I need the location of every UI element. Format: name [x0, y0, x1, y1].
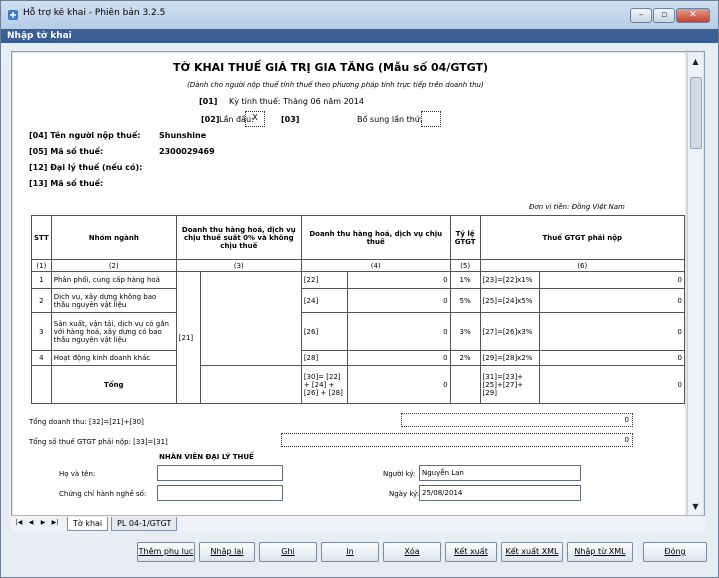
- colnum-2: (2): [51, 260, 176, 272]
- vertical-scrollbar[interactable]: [687, 53, 703, 515]
- exempt-input[interactable]: [200, 272, 301, 366]
- row-rev-code: [28]: [301, 351, 347, 366]
- row-tax-value: 0: [540, 272, 685, 289]
- scroll-up-icon[interactable]: ▲: [692, 57, 699, 66]
- row-group: Phân phối, cung cấp hàng hoá: [51, 272, 176, 289]
- colnum-1: (1): [32, 260, 52, 272]
- row-rev-input[interactable]: 0: [347, 313, 450, 351]
- total-rev-formula: [30]= [22] + [24] + [26] + [28]: [301, 366, 347, 404]
- row-rev-code: [24]: [301, 289, 347, 313]
- row-rate: 2%: [450, 351, 480, 366]
- table-row: [32, 313, 685, 351]
- last-sheet-icon[interactable]: ▶|: [51, 519, 59, 526]
- tab-to-khai[interactable]: Tờ khai: [67, 517, 108, 531]
- agent-staff-heading: NHÂN VIÊN ĐẠI LÝ THUẾ: [159, 453, 254, 461]
- row-rate: 1%: [450, 272, 480, 289]
- first-time-code: [02]: [201, 115, 220, 124]
- period-text: Kỳ tính thuế: Tháng 06 năm 2014: [229, 97, 364, 106]
- staff-name-input[interactable]: [157, 465, 283, 481]
- row-rate: 3%: [450, 313, 480, 351]
- row-rev-code: [22]: [301, 272, 347, 289]
- export-button[interactable]: Kết xuất: [445, 542, 497, 562]
- signer-input[interactable]: Nguyễn Lan: [419, 465, 581, 481]
- total-tax-formula: [31]=[23]+[25]+[27]+[29]: [480, 366, 540, 404]
- agent-label: [12] Đại lý thuế (nếu có):: [29, 163, 143, 172]
- first-time-label: Lần đầu:: [219, 115, 254, 124]
- supplement-input[interactable]: [421, 111, 441, 127]
- declaration-table: [31, 215, 685, 404]
- first-time-checkbox[interactable]: X: [245, 111, 265, 127]
- row-tax-value: 0: [540, 351, 685, 366]
- print-button[interactable]: In: [321, 542, 379, 562]
- row-rev-input[interactable]: 0: [347, 289, 450, 313]
- colnum-3: (3): [176, 260, 301, 272]
- supplement-label: Bổ sung lần thứ:: [357, 115, 423, 124]
- next-sheet-icon[interactable]: ▶: [40, 519, 46, 526]
- row-tax-formula: [23]=[22]x1%: [480, 272, 540, 289]
- taxpayer-name-label: [04] Tên người nộp thuế:: [29, 131, 141, 140]
- export-xml-button[interactable]: Kết xuất XML: [501, 542, 563, 562]
- exempt-code: [21]: [176, 272, 200, 404]
- tax-code-label: [05] Mã số thuế:: [29, 147, 104, 156]
- row-rev-code: [26]: [301, 313, 347, 351]
- cert-number-input[interactable]: [157, 485, 283, 501]
- total-tax-value: 0: [281, 433, 633, 447]
- app-icon: [7, 9, 19, 21]
- row-group: Hoạt động kinh doanh khác: [51, 351, 176, 366]
- row-stt: 3: [32, 313, 52, 351]
- import-xml-button[interactable]: Nhập từ XML: [567, 542, 633, 562]
- table-row: [32, 351, 685, 366]
- staff-name-label: Họ và tên:: [59, 470, 96, 478]
- colnum-5: (5): [450, 260, 480, 272]
- tab-pl-04-1[interactable]: PL 04-1/GTGT: [111, 517, 177, 531]
- window-title: Hỗ trợ kê khai - Phiên bản 3.2.5: [23, 8, 166, 18]
- row-rate: 5%: [450, 289, 480, 313]
- form-subtitle: (Dành cho người nộp thuế tính thuế theo phương pháp tính trực tiếp trên doanh thu): [187, 81, 484, 89]
- form-title: TỜ KHAI THUẾ GIÁ TRỊ GIA TĂNG (Mẫu số 04/GTGT): [173, 61, 489, 74]
- sign-date-input[interactable]: 25/08/2014: [419, 485, 581, 501]
- scroll-thumb[interactable]: [690, 77, 702, 149]
- total-row: [32, 366, 685, 404]
- row-stt: 2: [32, 289, 52, 313]
- form-caption: Nhập tờ khai: [1, 29, 718, 43]
- tax-code: 2300029469: [159, 147, 215, 156]
- total-revenue-value: 0: [401, 413, 633, 427]
- row-tax-value: 0: [540, 289, 685, 313]
- total-tax-label: Tổng số thuế GTGT phải nộp: [33]=[31]: [29, 438, 168, 446]
- row-tax-formula: [27]=[26]x3%: [480, 313, 540, 351]
- prev-sheet-icon[interactable]: ◀: [28, 519, 34, 526]
- scroll-down-icon[interactable]: ▼: [692, 502, 699, 511]
- signer-label: Người ký:: [383, 470, 416, 478]
- supplement-code: [03]: [281, 115, 300, 124]
- row-stt: 4: [32, 351, 52, 366]
- row-rev-input[interactable]: 0: [347, 351, 450, 366]
- title-bar: [1, 1, 718, 29]
- table-row: [32, 272, 685, 289]
- header-revenue: Doanh thu hàng hoá, dịch vụ chịu thuế: [301, 216, 450, 260]
- table-row: [32, 289, 685, 313]
- currency-unit: Đơn vị tiền: Đồng Việt Nam: [529, 203, 625, 211]
- total-rev-value: 0: [347, 366, 450, 404]
- close-icon[interactable]: ✕: [676, 8, 710, 23]
- total-tax-value: 0: [540, 366, 685, 404]
- row-stt: 1: [32, 272, 52, 289]
- header-tax: Thuế GTGT phải nộp: [480, 216, 684, 260]
- header-rate: Tỷ lệ GTGT: [450, 216, 480, 260]
- agent-tax-code-label: [13] Mã số thuế:: [29, 179, 104, 188]
- row-tax-formula: [25]=[24]x5%: [480, 289, 540, 313]
- colnum-6: (6): [480, 260, 684, 272]
- header-group: Nhóm ngành: [51, 216, 176, 260]
- minimize-icon[interactable]: –: [630, 8, 652, 23]
- taxpayer-name: Shunshine: [159, 131, 207, 140]
- sign-date-label: Ngày ký:: [389, 490, 420, 498]
- close-button[interactable]: Đóng: [643, 542, 707, 562]
- period-code: [01]: [199, 97, 218, 106]
- row-group: Sản xuất, vận tải, dịch vụ có gắn với hàng hoá, xây dựng có bao thầu nguyên vật liệu: [51, 313, 176, 351]
- row-tax-formula: [29]=[28]x2%: [480, 351, 540, 366]
- delete-button[interactable]: Xóa: [383, 542, 441, 562]
- first-sheet-icon[interactable]: |◀: [15, 519, 23, 526]
- row-group: Dịch vụ, xây dựng không bao thầu nguyên vật liệu: [51, 289, 176, 313]
- reenter-button[interactable]: Nhập lại: [199, 542, 255, 562]
- maximize-icon[interactable]: ▫: [653, 8, 675, 23]
- cert-number-label: Chứng chỉ hành nghề số:: [59, 490, 147, 498]
- declaration-document: [13, 53, 685, 515]
- sheet-tab-bar: [11, 515, 705, 532]
- row-tax-value: 0: [540, 313, 685, 351]
- add-appendix-button[interactable]: Thêm phụ lục: [137, 542, 195, 562]
- header-stt: STT: [32, 216, 52, 260]
- total-label: Tổng: [51, 366, 176, 404]
- header-exempt: Doanh thu hàng hoá, dịch vụ chịu thuế suất 0% và không chịu thuế: [176, 216, 301, 260]
- total-revenue-label: Tổng doanh thu: [32]=[21]+[30]: [29, 418, 144, 426]
- save-button[interactable]: Ghi: [259, 542, 317, 562]
- colnum-4: (4): [301, 260, 450, 272]
- row-rev-input[interactable]: 0: [347, 272, 450, 289]
